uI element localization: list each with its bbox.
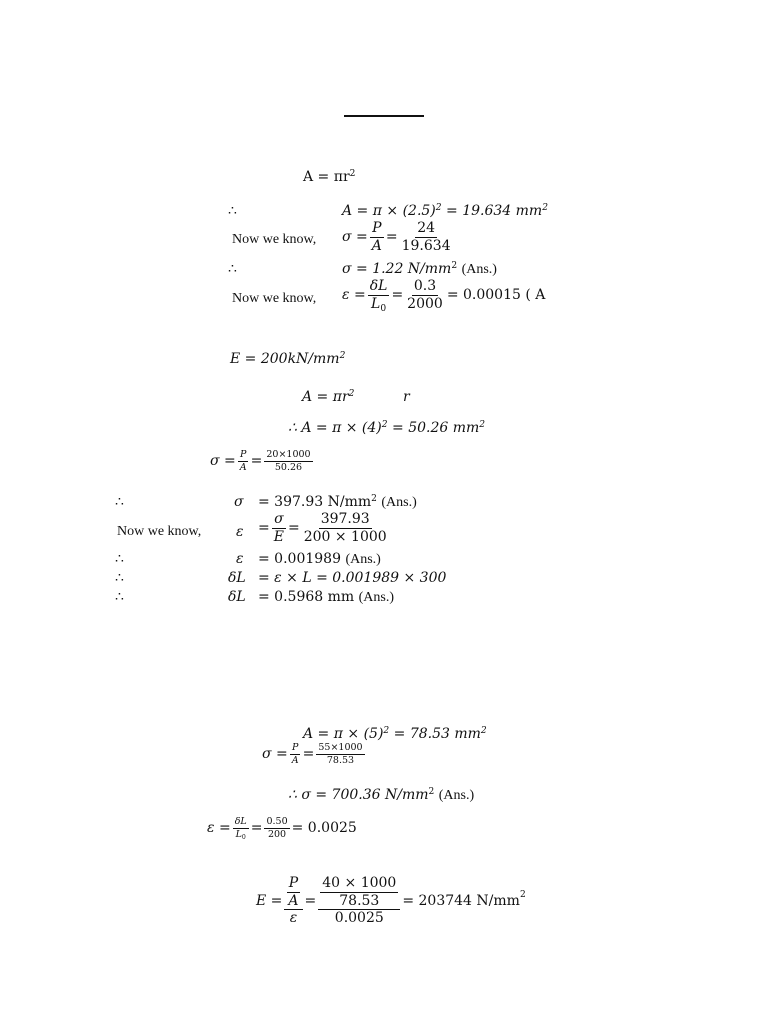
delta-l-symbol: δL <box>228 570 246 586</box>
therefore-symbol: ∴ <box>115 551 124 567</box>
heading-rule <box>344 115 424 117</box>
now-we-know-label: Now we know, <box>232 291 317 306</box>
area-formula-2: $A = \pi r^2$ <box>302 388 355 405</box>
therefore-symbol: ∴ <box>115 494 124 510</box>
strain-result-2: = 0.001989 (Ans.) <box>258 551 381 567</box>
stress-result-3: ∴ σ = 700.36 $N/mm^2$ (Ans.) <box>288 786 475 803</box>
sigma-symbol: σ <box>234 494 244 510</box>
elongation-result: = 0.5968 mm (Ans.) <box>258 589 395 605</box>
modulus-formula-3: E = $\frac{\frac{P}{A}}{\varepsilon}$ = $\frac{\frac{40 \times 1000}{78.53}}{0.0025}$ = 203744 N/mm $^2$ <box>256 875 526 927</box>
therefore-symbol: ∴ <box>115 570 124 586</box>
area-formula-1: $A = \pi r^2$ <box>303 168 356 185</box>
stress-formula-1: σ = $\frac{P}{A}$ = $\frac{24}{19.634}$ <box>342 220 451 254</box>
stress-result-1: σ = 1.22 $N/mm^2$ (Ans.) <box>342 260 497 277</box>
therefore-symbol: ∴ <box>115 589 124 605</box>
strain-formula-1: ε = $\frac{\delta L}{L_0}$ = $\frac{0.3}{2000}$ = 0.00015 ( A <box>342 278 546 314</box>
area-calc-3: $A = \pi \times (5)^2 = 78.53$ $mm^2$ <box>303 725 487 742</box>
epsilon-symbol: ε <box>236 524 244 540</box>
stress-formula-2: σ = $\frac{P}{A}$ = $\frac{20\times 1000}{50.26}$ <box>210 449 311 473</box>
elongation-calc: = ε × L = 0.001989 × 300 <box>258 570 447 586</box>
strain-formula-2: = $\frac{\sigma}{E}$ = $\frac{397.93}{200 \times 1000}$ <box>258 511 387 545</box>
therefore-symbol: ∴ <box>228 203 237 219</box>
therefore-symbol: ∴ <box>228 261 237 277</box>
epsilon-symbol: ε <box>236 551 244 567</box>
stress-result-2: = 397.93 $N/mm^2$ (Ans.) <box>258 493 417 510</box>
area-calc-1: $A = \pi \times (2.5)^2 = 19.634$ $mm^2$ <box>342 202 548 219</box>
radius-label: r <box>403 389 410 405</box>
youngs-modulus: $E = 200kN/mm^2$ <box>230 350 346 367</box>
now-we-know-label: Now we know, <box>232 232 317 247</box>
delta-l-symbol: δL <box>228 589 246 605</box>
stress-formula-3: σ = $\frac{P}{A}$ = $\frac{55\times 1000}{78.53}$ <box>262 742 363 766</box>
area-calc-2: ∴ $A = \pi \times (4)^2 = 50.26$ $mm^2$ <box>288 419 486 436</box>
strain-formula-3: ε = $\frac{\delta L}{L_0}$ = $\frac{0.50}{200}$ = 0.0025 <box>207 816 357 842</box>
now-we-know-label: Now we know, <box>117 524 202 539</box>
